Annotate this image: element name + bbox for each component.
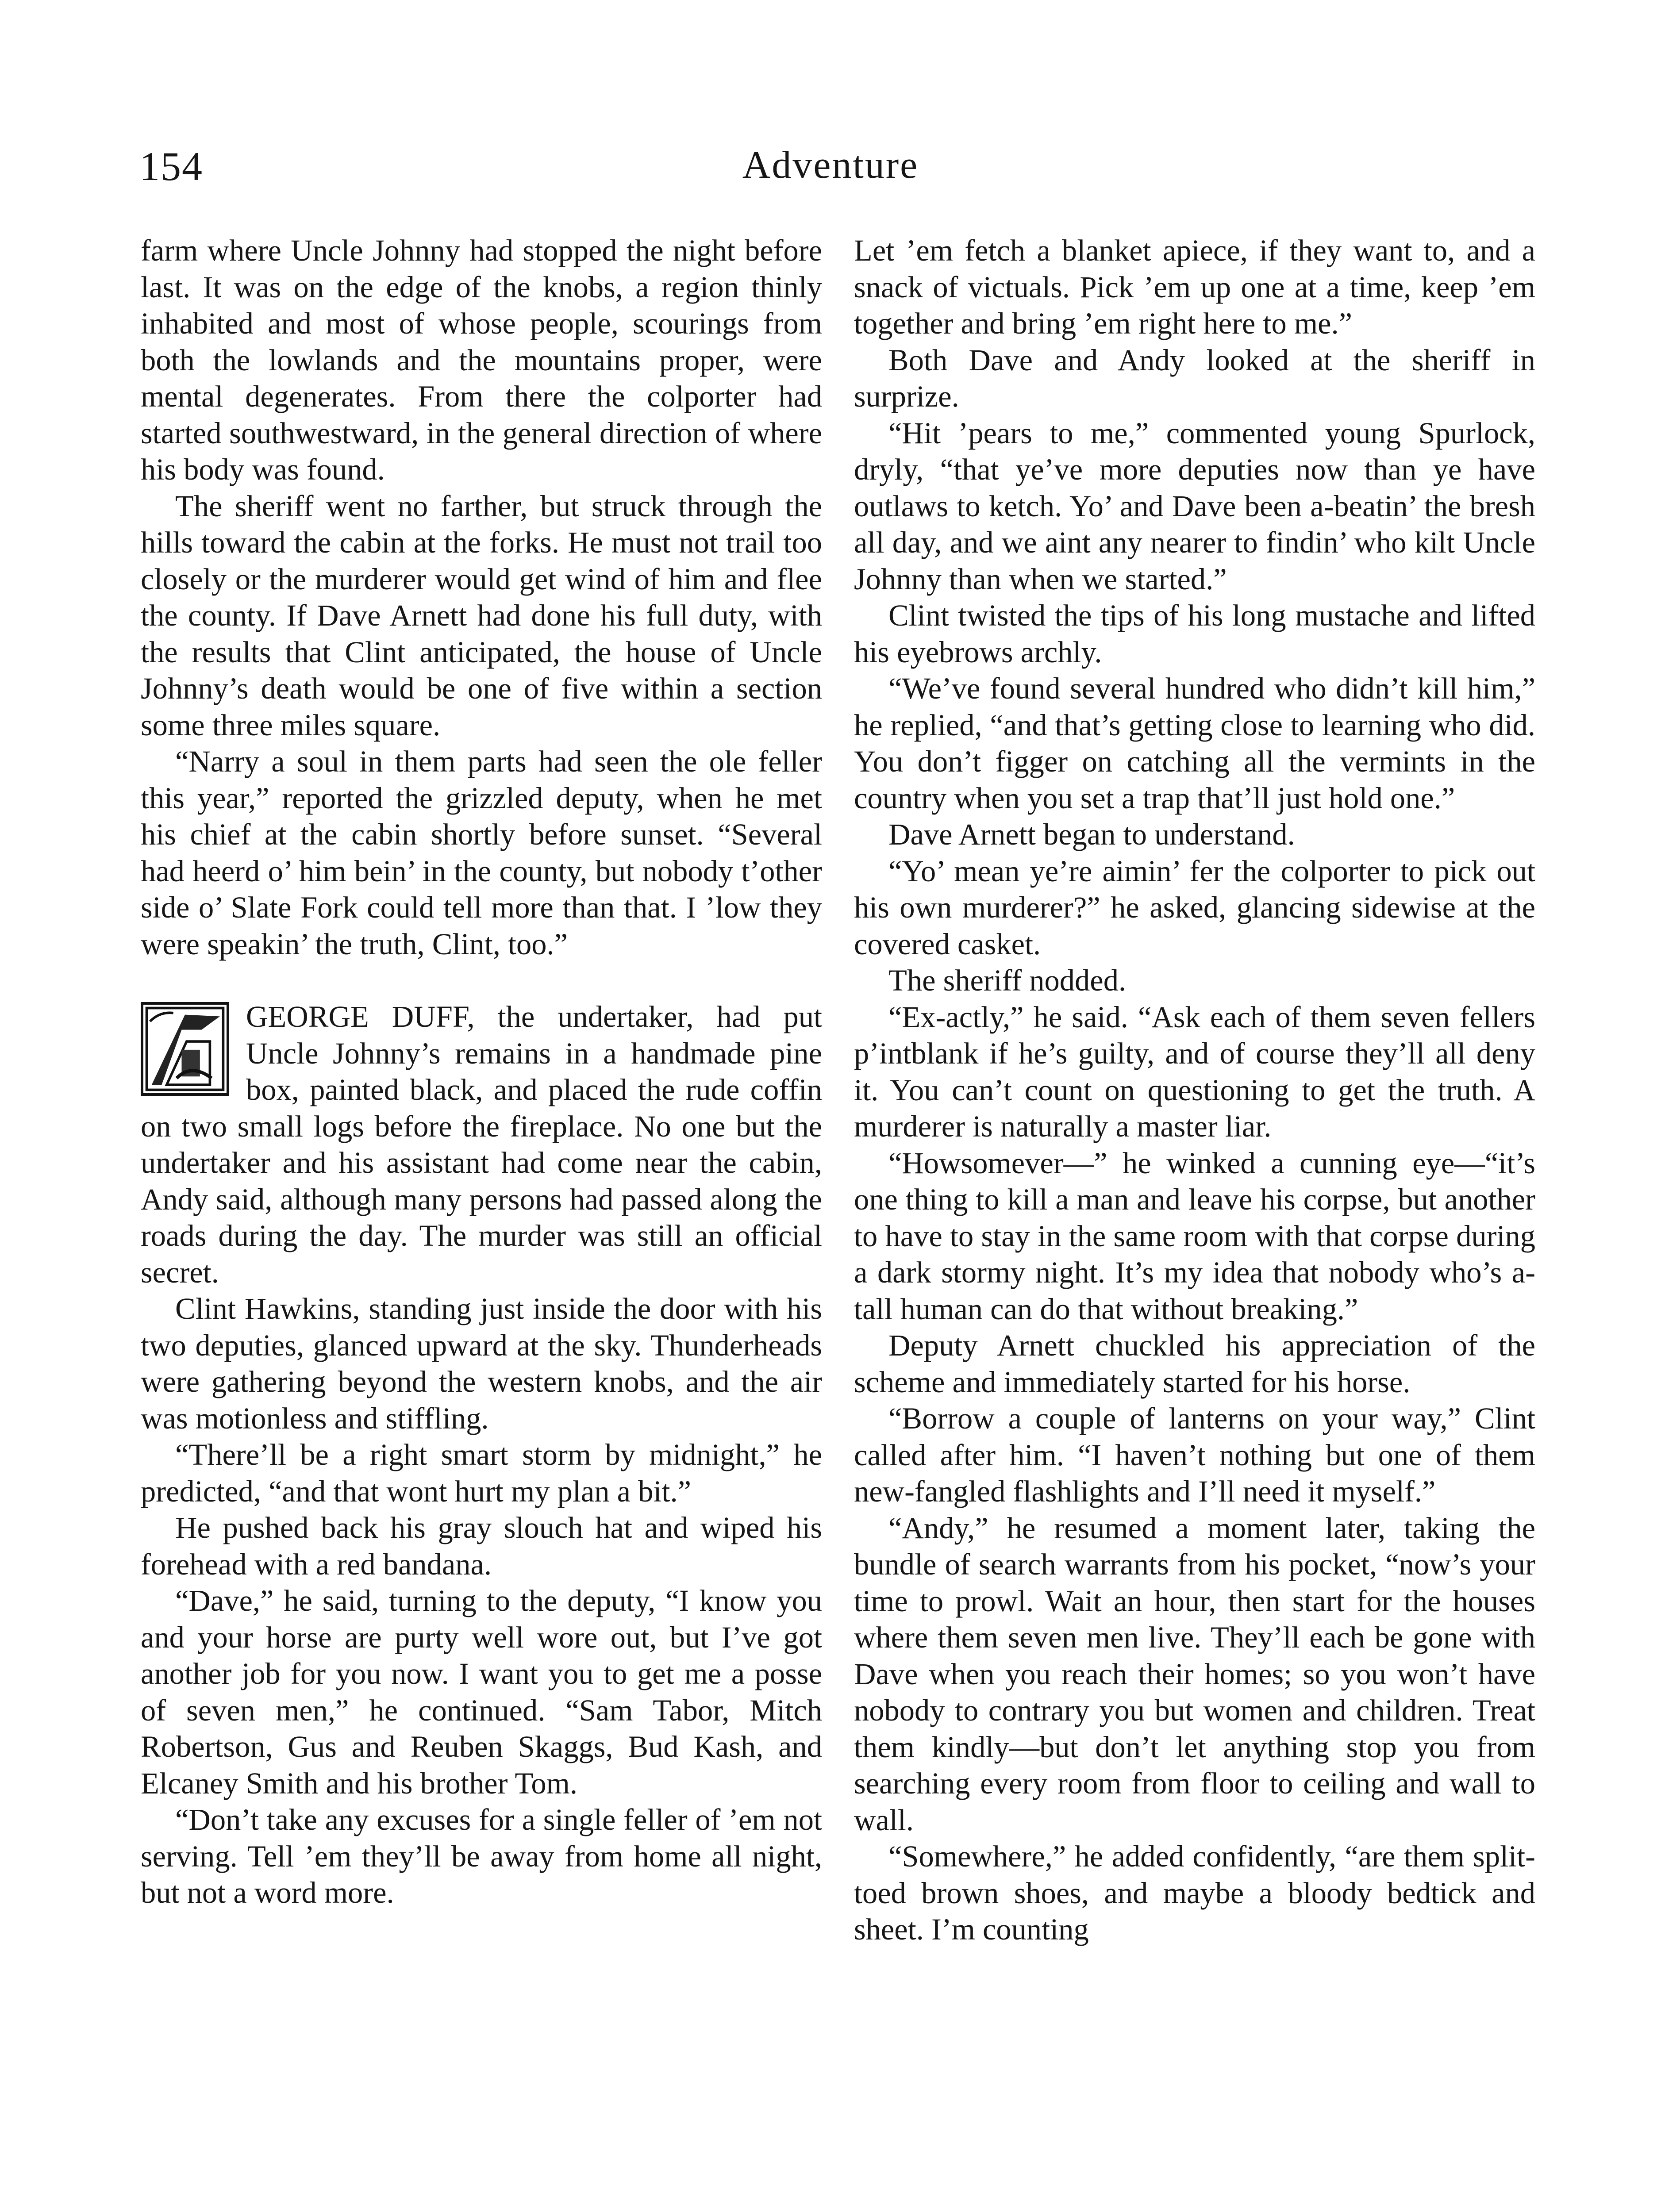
paragraph: “There’ll be a right smart storm by midnight,” he predicted, “and that wont hurt my plan a bit.” — [141, 1438, 822, 1508]
paragraph: “Hit ’pears to me,” commented young Spurlock, dryly, “that ye’ve more deputies now than ye have outlaws to ketch. Yo’ and Dave been a-beatin’ the bresh all day, and we aint any nearer to findin’ who kilt Uncle Johnny than when we started.” — [854, 416, 1535, 596]
paragraph: farm where Uncle Johnny had stopped the night before last. It was on the edge of the knobs, a region thinly inhabited and most of whose people, scourings from both the lowlands and the mountains proper, were mental degenerates. From there the colporter had started southwestward, in the general direction of where his body was found. — [141, 234, 822, 486]
ornamental-initial-icon — [141, 1002, 229, 1096]
left-column — [141, 232, 822, 1911]
paragraph: “Howsomever—” he winked a cunning eye—“it’s one thing to kill a man and leave his corpse, but another to have to stay in the same room with that corpse during a dark stormy night. It’s my idea that nobody who’s a-tall human can do that without breaking.” — [854, 1146, 1535, 1326]
paragraph: Both Dave and Andy looked at the sheriff in surprize. — [854, 343, 1535, 413]
paragraph: “Dave,” he said, turning to the deputy, “I know you and your horse are purty well wore out, but I’ve got another job for you now. I want you to get me a posse of seven men,” he continued. “Sam Tabor, Mitch Robertson, Gus and Reuben Skaggs, Bud Kash, and Elcaney Smith and his brother Tom. — [141, 1584, 822, 1800]
paragraph: “Andy,” he resumed a moment later, taking the bundle of search warrants from his pocket, “now’s your time to prowl. Wait an hour, then start for the houses where them seven men live. They’ll each be gone with Dave when you reach their homes; so you won’t have nobody to contrary you but women and children. Treat them kindly—but don’t let anything stop you from searching every room from floor to ceiling and wall to wall. — [854, 1511, 1535, 1837]
paragraph: The sheriff went no farther, but struck through the hills toward the cabin at the forks. He must not trail too closely or the murderer would get wind of him and flee the county. If Dave Arnett had done his full duty, with the results that Clint anticipated, the house of Uncle Johnny’s death would be one of five within a section some three miles square. — [141, 489, 822, 742]
paragraph: Dave Arnett began to understand. — [888, 818, 1295, 851]
page-header — [0, 146, 1661, 212]
paragraph: Let ’em fetch a blanket apiece, if they want to, and a snack of victuals. Pick ’em up one at a time, keep ’em together and bring ’em right here to me.” — [854, 234, 1535, 340]
paragraph: Clint twisted the tips of his long mustache and lifted his eyebrows archly. — [854, 599, 1535, 669]
paragraph: “Somewhere,” he added confidently, “are them split-toed brown shoes, and maybe a bloody bedtick and sheet. I’m counting — [854, 1839, 1535, 1946]
paragraph: The sheriff nodded. — [888, 964, 1127, 997]
paragraph: “Yo’ mean ye’re aimin’ fer the colporter to pick out his own murderer?” he asked, glancing sidewise at the covered casket. — [854, 854, 1535, 961]
section-break — [141, 998, 822, 1290]
page-number: 154 — [139, 144, 203, 189]
paragraph: “We’ve found several hundred who didn’t kill him,” he replied, “and that’s getting close to learning who did. You don’t figger on catching all the vermints in the country when you set a trap that’ll just hold one.” — [854, 672, 1535, 815]
paragraph: “Narry a soul in them parts had seen the ole feller this year,” reported the grizzled deputy, when he met his chief at the cabin shortly before sunset. “Several had heerd o’ him bein’ in the county, but nobody t’other side o’ Slate Fork could tell more than that. I ’low they were speakin’ the truth, Clint, too.” — [141, 745, 822, 961]
magazine-title: Adventure — [742, 144, 919, 187]
paragraph: “Borrow a couple of lanterns on your way,” Clint called after him. “I haven’t nothing but one of them new-fangled flashlights and I’ll need it myself.” — [854, 1402, 1535, 1508]
paragraph: He pushed back his gray slouch hat and wiped his forehead with a red bandana. — [141, 1511, 822, 1581]
paragraph: “Ex-actly,” he said. “Ask each of them seven fellers p’intblank if he’s guilty, and of course they’ll all deny it. You can’t count on questioning to get the truth. A murderer is naturally a master liar. — [854, 1000, 1535, 1143]
paragraph: “Don’t take any excuses for a single feller of ’em not serving. Tell ’em they’ll be away from home all night, but not a word more. — [141, 1803, 822, 1909]
paragraph: Deputy Arnett chuckled his appreciation of the scheme and immediately started for his horse. — [854, 1329, 1535, 1399]
paragraph: Clint Hawkins, standing just inside the door with his two deputies, glanced upward at the sky. Thunderheads were gathering beyond the western knobs, and the air was motionless and stiffling. — [141, 1292, 822, 1435]
paragraph: GEORGE DUFF, the undertaker, had put Uncle Johnny’s remains in a handmade pine box, painted black, and placed the rude coffin on two small logs before the fireplace. No one but the undertaker and his assistant had come near the cabin, Andy said, although many persons had passed along the roads during the day. The murder was still an official secret. — [141, 1000, 822, 1289]
right-column — [854, 232, 1535, 1948]
